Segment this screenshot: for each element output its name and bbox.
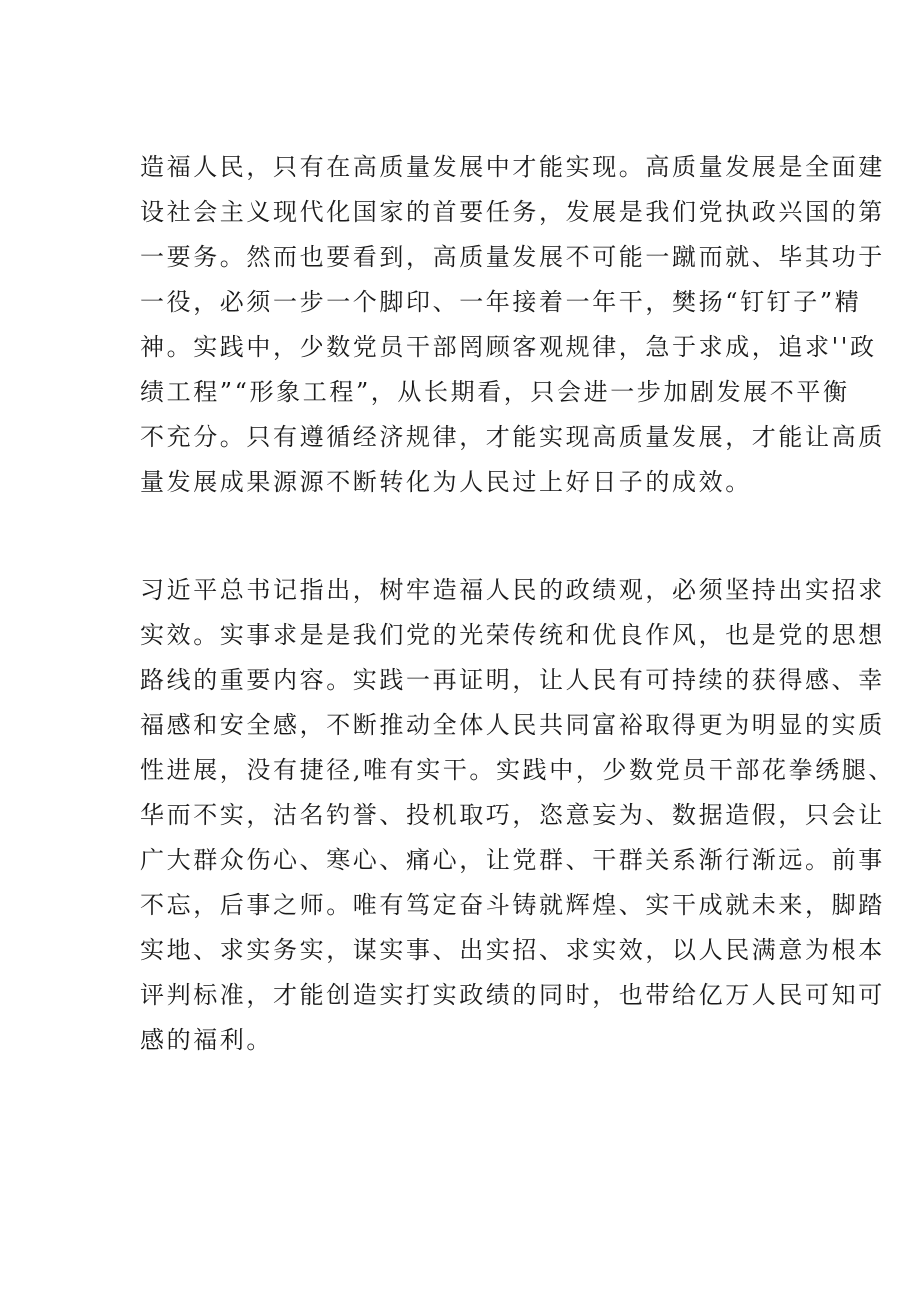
text-line: 一役，必须一步一个脚印、一年接着一年干，樊扬“钉钉子”精: [140, 288, 862, 316]
paragraph-2: [140, 568, 896, 1063]
text-line: 不忘，后事之师。唯有笃定奋斗铸就辉煌、实干成就未来，脚踏: [140, 891, 885, 919]
text-line: 广大群众伤心、寒心、痛心，让党群、干群关系渐行渐远。前事: [140, 846, 885, 874]
text-line: 神。实践中，少数党员干部罔顾客观规律，急于求成，追求''政: [140, 333, 877, 361]
text-line: 一要务。然而也要看到，高质量发展不可能一蹴而就、毕其功于: [140, 243, 885, 271]
text-line: 不充分。只有遵循经济规律，才能实现高质量发展，才能让高质: [140, 423, 885, 451]
text-line: 造福人民，只有在高质量发展中才能实现。高质量发展是全面建: [140, 153, 885, 181]
paragraph-1: [140, 145, 885, 505]
text-line: 实效。实事求是是我们党的光荣传统和优良作风，也是党的思想: [140, 621, 885, 649]
text-line: 设社会主义现代化国家的首要任务，发展是我们党执政兴国的第: [140, 198, 885, 226]
text-line: 华而不实，沽名钓誉、投机取巧，恣意妄为、数据造假，只会让: [140, 801, 885, 829]
text-line: 性进展，没有捷径,唯有实干。实践中，少数党员干部花拳绣腿、: [140, 756, 896, 784]
text-line: 路线的重要内容。实践一再证明，让人民有可持续的获得感、幸: [140, 666, 885, 694]
text-line: 习近平总书记指出，树牢造福人民的政绩观，必须坚持出实招求: [140, 576, 885, 604]
text-line: 绩工程”“形象工程”，从长期看，只会进一步加剧发展不平衡: [140, 378, 850, 406]
text-line: 实地、求实务实，谋实事、出实招、求实效，以人民满意为根本: [140, 936, 885, 964]
text-line: 量发展成果源源不断转化为人民过上好日子的成效。: [140, 468, 752, 496]
text-line: 福感和安全感，不断推动全体人民共同富裕取得更为明显的实质: [140, 711, 885, 739]
text-line: 评判标准，才能创造实打实政绩的同时，也带给亿万人民可知可: [140, 981, 885, 1009]
text-line: 感的福利。: [140, 1026, 273, 1054]
